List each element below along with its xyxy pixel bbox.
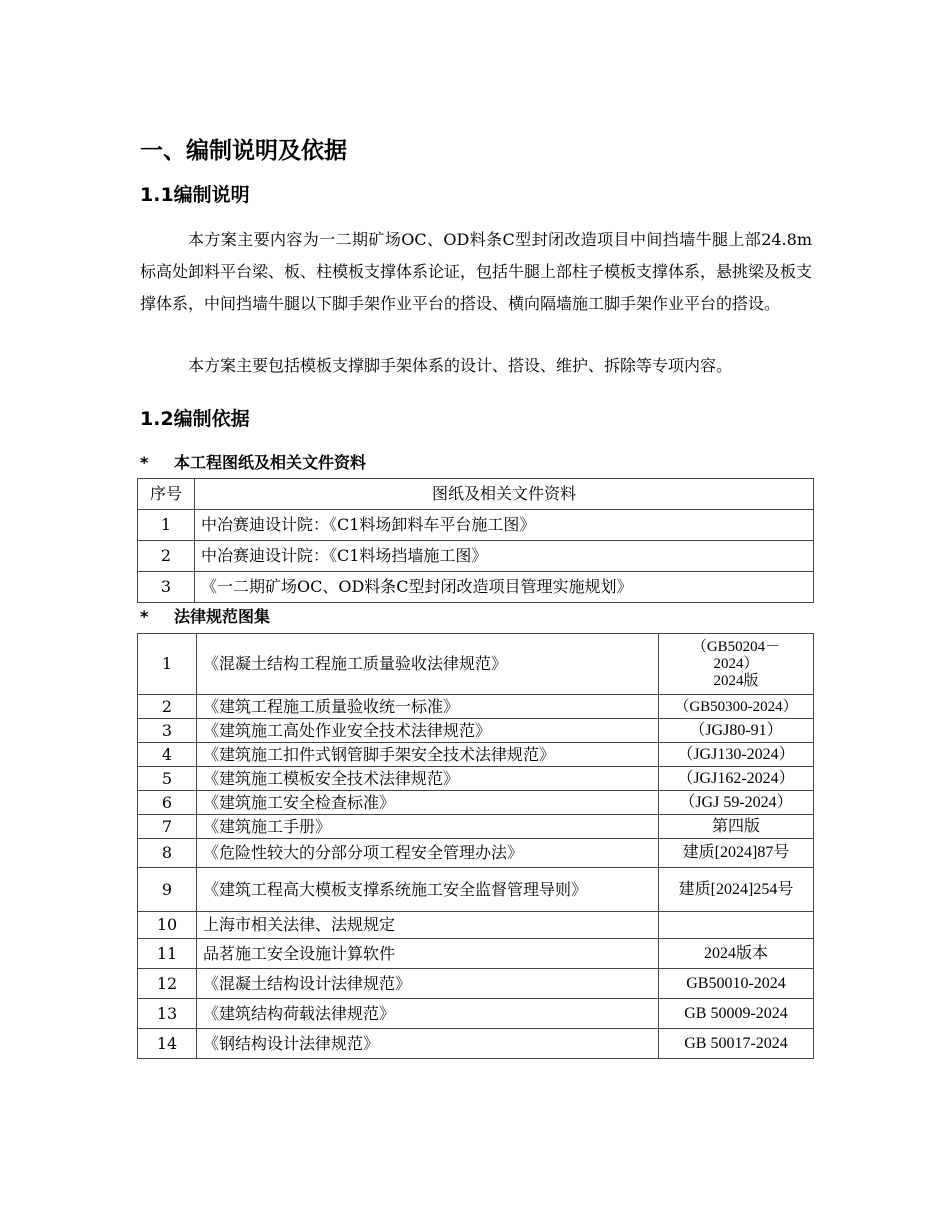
row-doc: 《一二期矿场OC、OD料条C型封闭改造项目管理实施规划》 [195, 572, 814, 603]
row-code: （JGJ130-2024） [659, 743, 814, 767]
table-row [138, 791, 814, 815]
paragraph-content: 本方案主要包括模板支撑脚手架体系的设计、搭设、维护、拆除等专项内容。 [188, 356, 733, 375]
row-name: 品茗施工安全设施计算软件 [197, 939, 659, 969]
row-name: 《建筑工程施工质量验收统一标准》 [197, 695, 659, 719]
row-code: 建质[2024]254号 [659, 868, 814, 912]
section-title-1-2: 1.2编制依据 [140, 408, 250, 430]
row-code: 第四版 [659, 815, 814, 839]
row-no: 8 [138, 839, 197, 868]
row-code [659, 634, 814, 695]
row-name: 《建筑工程高大模板支撑系统施工安全监督管理导则》 [197, 868, 659, 912]
code-line: 2024） [713, 655, 759, 672]
paragraph-scope: 本方案主要内容为一二期矿场OC、OD料条C型封闭改造项目中间挡墙牛腿上部24.8m标高处卸料平台梁、板、柱模板支撑体系论证，包括牛腿上部柱子模板支撑体系，悬挑梁及板支撑体系，中间挡墙牛腿以下脚手架作业平台的搭设、横向隔墙施工脚手架作业平台的搭设。 [140, 230, 813, 313]
bullet-star: * [140, 607, 149, 626]
table-row [138, 999, 814, 1029]
row-no: 2 [138, 695, 197, 719]
row-code: （JGJ162-2024） [659, 767, 814, 791]
row-no: 11 [138, 939, 197, 969]
row-name: 《混凝土结构工程施工质量验收法律规范》 [197, 634, 659, 695]
table-row [138, 868, 814, 912]
row-no: 3 [138, 719, 197, 743]
row-no: 4 [138, 743, 197, 767]
row-name: 《钢结构设计法律规范》 [197, 1029, 659, 1059]
row-no: 9 [138, 868, 197, 912]
row-no: 14 [138, 1029, 197, 1059]
row-name: 《建筑施工模板安全技术法律规范》 [197, 767, 659, 791]
row-name: 《建筑施工手册》 [197, 815, 659, 839]
table-row [138, 572, 814, 603]
code-line: 2024版 [713, 672, 759, 689]
row-name: 上海市相关法律、法规规定 [197, 912, 659, 939]
row-name: 《建筑结构荷载法律规范》 [197, 999, 659, 1029]
bullet-standards [140, 604, 270, 627]
table-row [138, 719, 814, 743]
table-row [138, 695, 814, 719]
row-doc: 中冶赛迪设计院：《C1料场挡墙施工图》 [195, 541, 814, 572]
table-row [138, 510, 814, 541]
row-code: GB 50017-2024 [659, 1029, 814, 1059]
row-code [659, 912, 814, 939]
standards-table [137, 633, 814, 1059]
table-row [138, 767, 814, 791]
drawings-table [137, 478, 814, 603]
row-code: GB50010-2024 [659, 969, 814, 999]
table-row [138, 634, 814, 695]
bullet-label: 本工程图纸及相关文件资料 [174, 453, 367, 472]
bullet-label: 法律规范图集 [174, 607, 271, 626]
table-row [138, 541, 814, 572]
row-code: （JGJ 59-2024） [659, 791, 814, 815]
row-code: （JGJ80-91） [659, 719, 814, 743]
header-docs: 图纸及相关文件资料 [195, 479, 814, 510]
row-no: 5 [138, 767, 197, 791]
table-row [138, 815, 814, 839]
table-row [138, 1029, 814, 1059]
page-title: 一、编制说明及依据 [140, 138, 347, 164]
row-code: （GB50300-2024） [659, 695, 814, 719]
table-row [138, 912, 814, 939]
bullet-star: * [140, 453, 149, 472]
row-name: 《建筑施工高处作业安全技术法律规范》 [197, 719, 659, 743]
row-name: 《危险性较大的分部分项工程安全管理办法》 [197, 839, 659, 868]
table-row [138, 743, 814, 767]
row-no: 6 [138, 791, 197, 815]
section-title-1-1: 1.1编制说明 [140, 184, 250, 206]
row-no: 12 [138, 969, 197, 999]
header-no: 序号 [138, 479, 195, 510]
row-name: 《混凝土结构设计法律规范》 [197, 969, 659, 999]
row-no: 10 [138, 912, 197, 939]
row-no: 3 [138, 572, 195, 603]
row-name: 《建筑施工安全检查标准》 [197, 791, 659, 815]
table-header-row [138, 479, 814, 510]
row-name: 《建筑施工扣件式钢管脚手架安全技术法律规范》 [197, 743, 659, 767]
row-code: 建质[2024]87号 [659, 839, 814, 868]
row-no: 13 [138, 999, 197, 1029]
row-no: 1 [138, 634, 197, 695]
table-row [138, 939, 814, 969]
row-code: GB 50009-2024 [659, 999, 814, 1029]
bullet-drawings [140, 450, 366, 473]
row-no: 7 [138, 815, 197, 839]
row-doc: 中冶赛迪设计院：《C1料场卸料车平台施工图》 [195, 510, 814, 541]
table-row [138, 969, 814, 999]
row-no: 1 [138, 510, 195, 541]
row-code: 2024版本 [659, 939, 814, 969]
code-line: （GB50204－ [691, 638, 781, 655]
table-row [138, 839, 814, 868]
row-no: 2 [138, 541, 195, 572]
